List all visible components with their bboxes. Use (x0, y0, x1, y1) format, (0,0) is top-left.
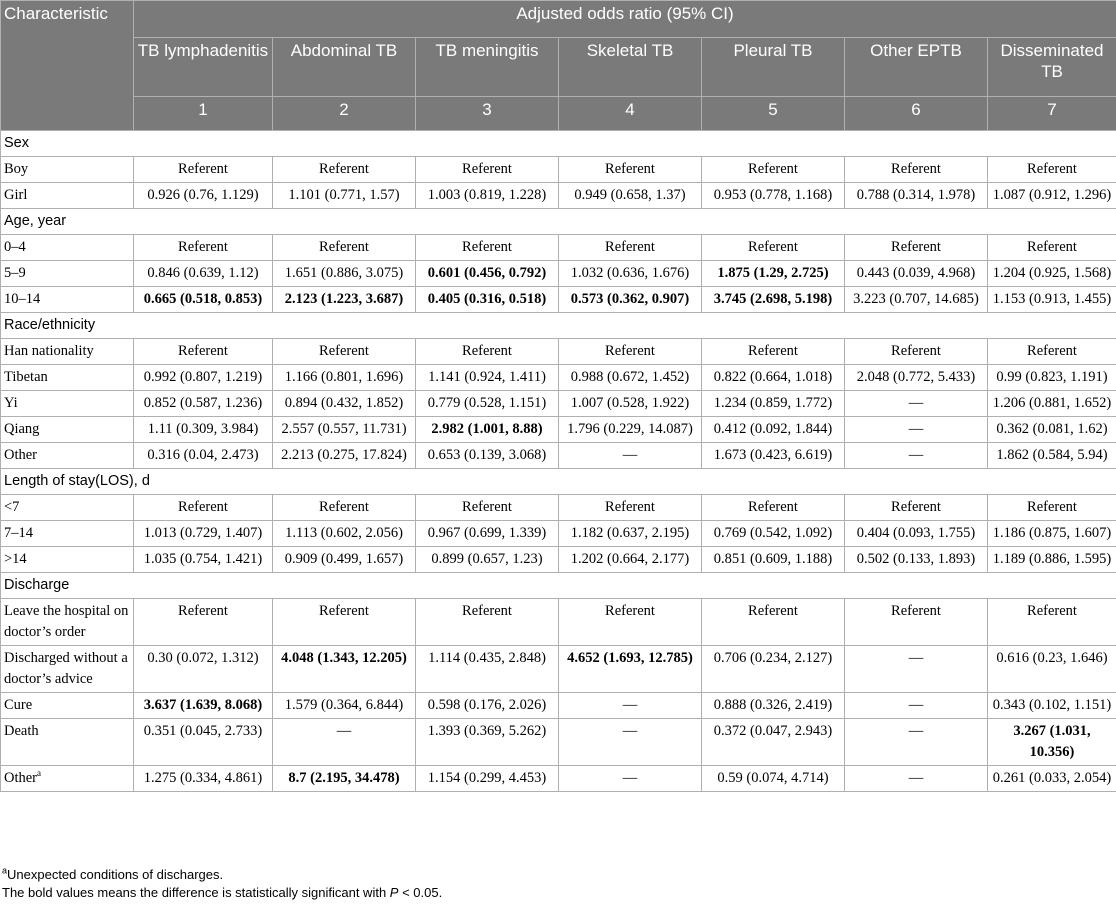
footnote-p-symbol: P (389, 885, 399, 900)
table-cell: 1.003 (0.819, 1.228) (416, 183, 559, 209)
row-label-text: Other (4, 770, 38, 786)
column-names-row (1, 38, 1116, 97)
row-label-text: Cure (4, 697, 33, 713)
table-row (1, 521, 1116, 547)
table-cell: 0.443 (0.039, 4.968) (845, 261, 988, 287)
row-label-text: 7–14 (4, 525, 33, 541)
row-label (1, 183, 134, 209)
footnote-p-threshold: < 0.05. (398, 885, 443, 900)
table-cell: 0.653 (0.139, 3.068) (416, 443, 559, 469)
table-row (1, 417, 1116, 443)
table-cell: — (559, 443, 702, 469)
table-cell: Referent (845, 599, 988, 646)
table-cell: Referent (845, 157, 988, 183)
table-row (1, 443, 1116, 469)
table-cell: Referent (702, 157, 845, 183)
table-cell: 3.223 (0.707, 14.685) (845, 287, 988, 313)
table-cell: 0.601 (0.456, 0.792) (416, 261, 559, 287)
row-label (1, 693, 134, 719)
table-cell: — (559, 693, 702, 719)
section-row (1, 573, 1116, 599)
row-label (1, 391, 134, 417)
table-cell: 1.651 (0.886, 3.075) (273, 261, 416, 287)
table-cell: — (845, 693, 988, 719)
table-cell: 0.665 (0.518, 0.853) (134, 287, 273, 313)
table-cell: 1.189 (0.886, 1.595) (988, 547, 1116, 573)
footnote-bold-text: The bold values means the difference is statistically significant with (2, 885, 390, 900)
table-cell: — (845, 443, 988, 469)
table-cell: 1.202 (0.664, 2.177) (559, 547, 702, 573)
column-number-5: 5 (702, 97, 845, 131)
table-row (1, 391, 1116, 417)
table-cell: Referent (273, 495, 416, 521)
table-cell: 1.234 (0.859, 1.772) (702, 391, 845, 417)
table-cell: 0.894 (0.432, 1.852) (273, 391, 416, 417)
table-cell: 1.796 (0.229, 14.087) (559, 417, 702, 443)
table-cell: 3.267 (1.031, 10.356) (988, 719, 1116, 766)
table-cell: Referent (702, 599, 845, 646)
table-row (1, 183, 1116, 209)
table-cell: Referent (273, 235, 416, 261)
table-cell: 0.362 (0.081, 1.62) (988, 417, 1116, 443)
table-cell: 1.114 (0.435, 2.848) (416, 646, 559, 693)
table-cell: 1.11 (0.309, 3.984) (134, 417, 273, 443)
table-cell: 4.652 (1.693, 12.785) (559, 646, 702, 693)
table-cell: Referent (988, 495, 1116, 521)
row-label (1, 766, 134, 792)
table-row (1, 365, 1116, 391)
table-row (1, 339, 1116, 365)
table-cell: — (559, 719, 702, 766)
row-label (1, 417, 134, 443)
row-label (1, 495, 134, 521)
table-cell: 1.275 (0.334, 4.861) (134, 766, 273, 792)
table-cell: Referent (134, 599, 273, 646)
column-number-1: 1 (134, 97, 273, 131)
row-label (1, 443, 134, 469)
table-cell: 1.673 (0.423, 6.619) (702, 443, 845, 469)
table-cell: — (845, 766, 988, 792)
section-title: Race/ethnicity (1, 313, 1116, 339)
row-label (1, 521, 134, 547)
column-number-7: 7 (988, 97, 1116, 131)
section-row (1, 313, 1116, 339)
table-cell: 1.182 (0.637, 2.195) (559, 521, 702, 547)
row-label (1, 339, 134, 365)
row-label-text: Boy (4, 161, 29, 177)
table-cell: 1.087 (0.912, 1.296) (988, 183, 1116, 209)
table-row (1, 646, 1116, 693)
table-row (1, 693, 1116, 719)
table-cell: Referent (416, 495, 559, 521)
table-cell: Referent (416, 339, 559, 365)
table-cell: 0.851 (0.609, 1.188) (702, 547, 845, 573)
table-cell: Referent (273, 339, 416, 365)
table-cell: Referent (845, 495, 988, 521)
row-label (1, 547, 134, 573)
table-cell: Referent (559, 235, 702, 261)
row-label (1, 719, 134, 766)
column-header-5: Pleural TB (702, 38, 845, 97)
table-cell: Referent (702, 235, 845, 261)
row-label-text: Han nationality (4, 343, 94, 359)
row-label-text: Discharged without a doctor’s advice (4, 650, 128, 687)
table-cell: Referent (559, 157, 702, 183)
table-cell: 0.316 (0.04, 2.473) (134, 443, 273, 469)
adjusted-odds-ratio-header: Adjusted odds ratio (95% CI) (134, 1, 1116, 38)
table-row (1, 235, 1116, 261)
table-cell: 0.769 (0.542, 1.092) (702, 521, 845, 547)
table-cell: 0.967 (0.699, 1.339) (416, 521, 559, 547)
table-cell: 0.351 (0.045, 2.733) (134, 719, 273, 766)
table-cell: 0.99 (0.823, 1.191) (988, 365, 1116, 391)
table-cell: 3.745 (2.698, 5.198) (702, 287, 845, 313)
column-header-7: Disseminated TB (988, 38, 1116, 97)
table-header (1, 1, 1116, 131)
table-cell: — (845, 646, 988, 693)
table-cell: Referent (416, 235, 559, 261)
table-cell: 1.875 (1.29, 2.725) (702, 261, 845, 287)
table-cell: 1.013 (0.729, 1.407) (134, 521, 273, 547)
row-label (1, 157, 134, 183)
row-label (1, 261, 134, 287)
table-cell: — (845, 417, 988, 443)
table-body (1, 131, 1116, 792)
section-title: Length of stay(LOS), d (1, 469, 1116, 495)
table-cell: 0.949 (0.658, 1.37) (559, 183, 702, 209)
table-cell: 0.405 (0.316, 0.518) (416, 287, 559, 313)
table-cell: Referent (988, 235, 1116, 261)
table-cell: Referent (273, 157, 416, 183)
footnote-a (2, 866, 442, 884)
table-cell: Referent (845, 339, 988, 365)
section-row (1, 469, 1116, 495)
table-cell: 2.123 (1.223, 3.687) (273, 287, 416, 313)
row-label-text: Death (4, 723, 39, 739)
table-cell: 1.862 (0.584, 5.94) (988, 443, 1116, 469)
table-cell: Referent (273, 599, 416, 646)
section-title: Sex (1, 131, 1116, 157)
table-cell: 3.637 (1.639, 8.068) (134, 693, 273, 719)
row-label (1, 646, 134, 693)
table-cell: 0.502 (0.133, 1.893) (845, 547, 988, 573)
table-cell: 0.372 (0.047, 2.943) (702, 719, 845, 766)
table-cell: 0.953 (0.778, 1.168) (702, 183, 845, 209)
table-cell: Referent (416, 157, 559, 183)
table-row (1, 287, 1116, 313)
row-label-text: Girl (4, 187, 28, 203)
table-cell: 0.788 (0.314, 1.978) (845, 183, 988, 209)
row-label-text: Yi (4, 395, 18, 411)
table-cell: Referent (559, 495, 702, 521)
table-cell: 0.706 (0.234, 2.127) (702, 646, 845, 693)
row-label-text: Other (4, 447, 38, 463)
column-number-3: 3 (416, 97, 559, 131)
column-numbers-row (1, 97, 1116, 131)
footnote-a-mark: a (2, 865, 8, 876)
table-cell: 0.404 (0.093, 1.755) (845, 521, 988, 547)
table-cell: 0.899 (0.657, 1.23) (416, 547, 559, 573)
row-label-text: 5–9 (4, 265, 26, 281)
table-cell: Referent (559, 339, 702, 365)
table-row (1, 157, 1116, 183)
row-label-text: <7 (4, 499, 20, 515)
section-title: Discharge (1, 573, 1116, 599)
table-cell: Referent (702, 339, 845, 365)
table-cell: 1.579 (0.364, 6.844) (273, 693, 416, 719)
table-cell: 1.154 (0.299, 4.453) (416, 766, 559, 792)
table-cell: 1.393 (0.369, 5.262) (416, 719, 559, 766)
row-label-text: Leave the hospital on doctor’s order (4, 603, 129, 640)
table-cell: 1.204 (0.925, 1.568) (988, 261, 1116, 287)
row-label-text: 10–14 (4, 291, 41, 307)
table-cell: Referent (134, 235, 273, 261)
table-cell: 1.032 (0.636, 1.676) (559, 261, 702, 287)
section-row (1, 209, 1116, 235)
table-cell: Referent (134, 157, 273, 183)
table-cell: Referent (702, 495, 845, 521)
table-cell: 1.113 (0.602, 2.056) (273, 521, 416, 547)
table-cell: — (845, 391, 988, 417)
table-cell: 1.141 (0.924, 1.411) (416, 365, 559, 391)
table-row (1, 547, 1116, 573)
row-label-text: Tibetan (4, 369, 48, 385)
table-cell: 1.101 (0.771, 1.57) (273, 183, 416, 209)
table-cell: 2.213 (0.275, 17.824) (273, 443, 416, 469)
section-title: Age, year (1, 209, 1116, 235)
table-cell: 0.992 (0.807, 1.219) (134, 365, 273, 391)
table-cell: 0.846 (0.639, 1.12) (134, 261, 273, 287)
table-cell: Referent (134, 495, 273, 521)
table-cell: 0.261 (0.033, 2.054) (988, 766, 1116, 792)
table-cell: 0.926 (0.76, 1.129) (134, 183, 273, 209)
table-cell: 4.048 (1.343, 12.205) (273, 646, 416, 693)
table-cell: Referent (559, 599, 702, 646)
table-cell: Referent (988, 599, 1116, 646)
table-cell: 0.616 (0.23, 1.646) (988, 646, 1116, 693)
table-row (1, 495, 1116, 521)
column-header-2: Abdominal TB (273, 38, 416, 97)
table-row (1, 766, 1116, 792)
table-cell: 1.007 (0.528, 1.922) (559, 391, 702, 417)
footnote-a-text: Unexpected conditions of discharges. (7, 867, 224, 882)
column-number-6: 6 (845, 97, 988, 131)
table-row (1, 599, 1116, 646)
table-cell: 0.59 (0.074, 4.714) (702, 766, 845, 792)
table-row (1, 719, 1116, 766)
column-number-2: 2 (273, 97, 416, 131)
row-label (1, 287, 134, 313)
table-cell: 1.153 (0.913, 1.455) (988, 287, 1116, 313)
table-row (1, 261, 1116, 287)
table-cell: 0.888 (0.326, 2.419) (702, 693, 845, 719)
row-label-text: >14 (4, 551, 27, 567)
table-cell: 1.035 (0.754, 1.421) (134, 547, 273, 573)
row-label (1, 235, 134, 261)
table-cell: 0.412 (0.092, 1.844) (702, 417, 845, 443)
table-cell: 2.982 (1.001, 8.88) (416, 417, 559, 443)
table-cell: 0.343 (0.102, 1.151) (988, 693, 1116, 719)
row-label (1, 365, 134, 391)
table-cell: 2.557 (0.557, 11.731) (273, 417, 416, 443)
table-cell: 0.30 (0.072, 1.312) (134, 646, 273, 693)
table-cell: 1.166 (0.801, 1.696) (273, 365, 416, 391)
table-cell: — (559, 766, 702, 792)
table-cell: 1.206 (0.881, 1.652) (988, 391, 1116, 417)
table-cell: 0.598 (0.176, 2.026) (416, 693, 559, 719)
row-label-text: Qiang (4, 421, 40, 437)
column-header-4: Skeletal TB (559, 38, 702, 97)
table-cell: 0.822 (0.664, 1.018) (702, 365, 845, 391)
row-label-text: 0–4 (4, 239, 26, 255)
column-header-3: TB meningitis (416, 38, 559, 97)
table-cell: 1.186 (0.875, 1.607) (988, 521, 1116, 547)
table-cell: 0.988 (0.672, 1.452) (559, 365, 702, 391)
table-cell: Referent (134, 339, 273, 365)
row-label (1, 599, 134, 646)
table-cell: — (273, 719, 416, 766)
table-cell: 0.779 (0.528, 1.151) (416, 391, 559, 417)
table-cell: Referent (988, 157, 1116, 183)
column-header-1: TB lymphadenitis (134, 38, 273, 97)
table-cell: Referent (988, 339, 1116, 365)
table-cell: Referent (416, 599, 559, 646)
table-cell: — (845, 719, 988, 766)
table-cell: 8.7 (2.195, 34.478) (273, 766, 416, 792)
table-footnotes (2, 866, 442, 902)
table-cell: 0.573 (0.362, 0.907) (559, 287, 702, 313)
table-cell: 0.909 (0.499, 1.657) (273, 547, 416, 573)
table-cell: 0.852 (0.587, 1.236) (134, 391, 273, 417)
column-number-4: 4 (559, 97, 702, 131)
column-header-6: Other EPTB (845, 38, 988, 97)
footnote-mark: a (37, 768, 42, 779)
characteristic-header: Characteristic (1, 1, 134, 131)
section-row (1, 131, 1116, 157)
table-cell: Referent (845, 235, 988, 261)
footnote-bold (2, 884, 442, 902)
table-cell: 2.048 (0.772, 5.433) (845, 365, 988, 391)
